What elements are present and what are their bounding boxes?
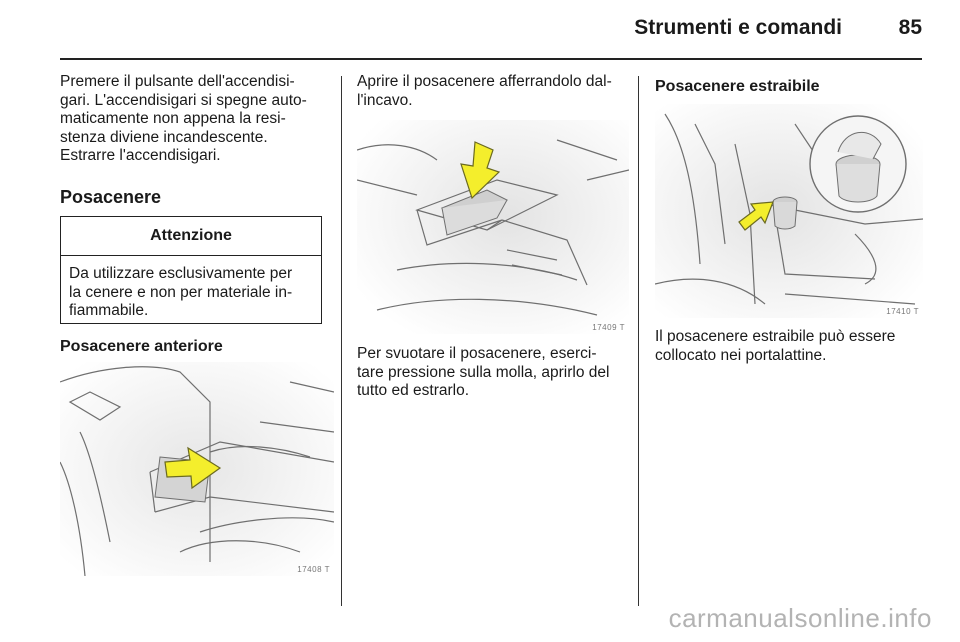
text-line: Premere il pulsante dell'accendisi- bbox=[60, 73, 295, 90]
text-line: collocato nei portalattine. bbox=[655, 346, 827, 364]
warning-title: Attenzione bbox=[61, 217, 321, 256]
text-line: l'incavo. bbox=[357, 91, 413, 109]
header-divider bbox=[60, 58, 922, 60]
lighter-instructions bbox=[60, 73, 340, 166]
figure-code: 17409 T bbox=[592, 323, 625, 332]
text-line: maticamente non appena la resi- bbox=[60, 110, 286, 127]
column-divider-1 bbox=[341, 76, 342, 606]
ashtray-section-heading: Posacenere bbox=[60, 187, 162, 207]
site-watermark: carmanualsonline.info bbox=[668, 603, 932, 633]
figure-code: 17410 T bbox=[886, 307, 919, 316]
front-ashtray-heading: Posacenere anteriore bbox=[60, 338, 223, 355]
empty-ashtray-instructions bbox=[357, 345, 632, 401]
text-line: gari. L'accendisigari si spegne auto- bbox=[60, 91, 307, 109]
page-header-title: Strumenti e comandi bbox=[634, 16, 842, 39]
text-line: fiammabile. bbox=[69, 302, 149, 319]
front-ashtray-illustration bbox=[60, 362, 334, 576]
removable-ashtray-heading: Posacenere estraibile bbox=[655, 78, 820, 95]
page-number: 85 bbox=[898, 16, 922, 39]
text-line: tutto ed estrarlo. bbox=[357, 382, 470, 399]
text-line: Aprire il posacenere afferrandolo dal- bbox=[357, 73, 612, 90]
open-ashtray-illustration bbox=[357, 120, 629, 334]
warning-text bbox=[61, 256, 321, 321]
figure-code: 17408 T bbox=[297, 565, 330, 574]
text-line: Da utilizzare esclusivamente per bbox=[69, 265, 293, 282]
text-line: tare pressione sulla molla, aprirlo del bbox=[357, 363, 610, 381]
text-line: Estrarre l'accendisigari. bbox=[60, 147, 221, 164]
removable-ashtray-illustration bbox=[655, 104, 923, 318]
column-divider-2 bbox=[638, 76, 639, 606]
warning-box bbox=[60, 216, 322, 324]
removable-ashtray-text bbox=[655, 328, 930, 365]
open-ashtray-instructions bbox=[357, 73, 632, 110]
text-line: stenza diviene incandescente. bbox=[60, 128, 268, 146]
text-line: la cenere e non per materiale in- bbox=[69, 283, 293, 301]
text-line: Per svuotare il posacenere, eserci- bbox=[357, 345, 597, 362]
text-line: Il posacenere estraibile può essere bbox=[655, 328, 896, 345]
